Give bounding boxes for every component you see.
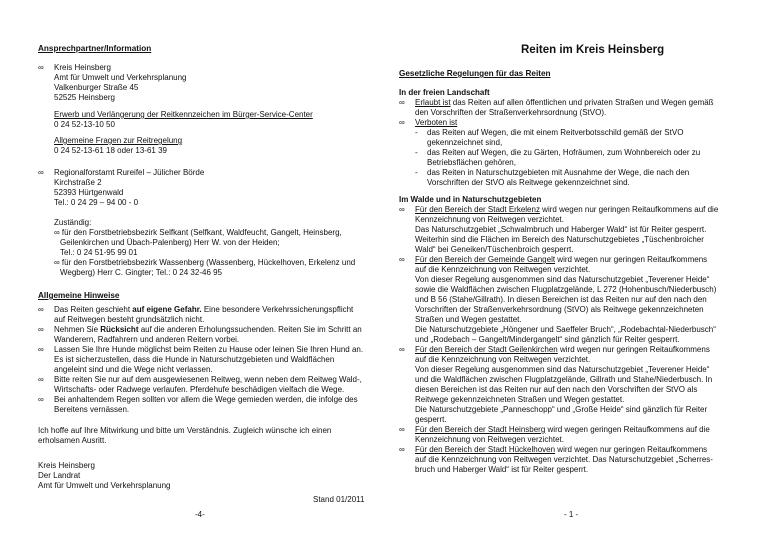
- hinweis2-cont: Wanderern, Radfahrern und anderen Reitern vorbei.: [54, 335, 240, 344]
- dash-icon: -: [415, 148, 418, 157]
- bullet-icon: ∞: [399, 425, 405, 434]
- hinweis2: Nehmen Sie Rücksicht auf die anderen Erholungssuchenden. Reiten Sie im Schritt an: [54, 325, 362, 334]
- closing-line: Ich hoffe auf Ihre Mitwirkung und bitte um Verständnis. Zugleich wünsche ich einen: [38, 426, 332, 435]
- w1-line: Für den Bereich der Stadt Erkelenz wird wegen nur geringen Reitaufkommens auf die: [415, 205, 719, 214]
- bullet-icon: ∞: [38, 325, 44, 334]
- zustaendig-label: Zuständig:: [54, 218, 92, 227]
- w2-line: und B 56 (Stahe/Gillrath). In diesen Bereichen ist das Reiten nur auf den nach den: [415, 295, 707, 304]
- w1-line: Kennzeichnung von Reitwegen verzichtet.: [415, 215, 564, 224]
- hinweis4-line: Wirtschafts- oder Radwege verlaufen. Pferdehufe beschädigen vielfach die Wege.: [54, 385, 345, 394]
- w3-line: und die Waldflächen zwischen Flugplatzgelände, Gillrath und Stahe/Niederbusch. In: [415, 375, 713, 384]
- hinweis5-line: Bei anhaltendem Regen sollten vor allem die Wege gemieden werden, die infolge des: [54, 395, 358, 404]
- erwerb-label: Erwerb und Verlängerung der Reitkennzeichen im Bürger-Service-Center: [54, 110, 313, 119]
- hinweis1-cont: auf Reitwegen besteht grundsätzlich nicht.: [54, 315, 205, 324]
- v1-line: das Reiten auf Wegen, die mit einem Reitverbotsschild gemäß der StVO: [427, 128, 684, 137]
- bullet-icon: ∞: [38, 395, 44, 404]
- w1-line: Wald“ bei Geneiken/Tüschenbroich gesperrt.: [415, 245, 574, 254]
- contact2-line: Kirchstraße 2: [54, 178, 102, 187]
- bullet-icon: ∞: [38, 375, 44, 384]
- w2-line: und „Rodebach – Gangelt/Mindergangelt“ sind gänzlich für Reiter gesperrt.: [415, 335, 680, 344]
- contact1-line: Amt für Umwelt und Verkehrsplanung: [54, 73, 187, 82]
- contact-heading: Ansprechpartner/Information: [38, 44, 152, 53]
- stand-date: Stand 01/2011: [313, 495, 365, 504]
- w2-line: sowie die Waldflächen zwischen Flugplatzgelände, L 272 (Hohenbusch/Niederbusch): [415, 285, 717, 294]
- bullet-icon: ∞: [399, 255, 405, 264]
- v1-line: gekennzeichnet sind,: [427, 138, 503, 147]
- signature-line: Amt für Umwelt und Verkehrsplanung: [38, 481, 171, 490]
- w2-line: Von dieser Regelung ausgenommen sind das Naturschutzgebiet „Teverener Heide“: [415, 275, 710, 284]
- gesetz-heading: Gesetzliche Regelungen für das Reiten: [399, 69, 551, 78]
- bullet-icon: ∞: [399, 205, 405, 214]
- contact1-line: Kreis Heinsberg: [54, 63, 111, 72]
- allg-phone: 0 24 52-13-61 18 oder 13-61 39: [54, 146, 167, 155]
- w2-line: Straßen und Wegen gestattet.: [415, 315, 522, 324]
- w3-line: auf die Kennzeichnung von Reitwegen verzichtet.: [415, 355, 591, 364]
- bullet-icon: ∞: [38, 63, 44, 72]
- hinweis4-line: Bitte reiten Sie nur auf dem ausgewiesenen Reitweg, wenn neben dem Reitweg Wald-,: [54, 375, 362, 384]
- w2-line: Die Naturschutzgebiete „Höngener und Saeffeler Bruch“, „Rodebachtal-Niederbusch“: [415, 325, 716, 334]
- w4-line: Für den Bereich der Stadt Heinsberg wird wegen geringen Reitaufkommens auf die: [415, 425, 710, 434]
- w3-line: Von dieser Regelung ausgenommen sind das Naturschutzgebiet „Teverener Heide“: [415, 365, 710, 374]
- zust1-line: Tel.: 0 24 51-95 99 01: [60, 248, 138, 257]
- allg-label: Allgemeine Fragen zur Reitregelung: [54, 136, 183, 145]
- contact2-line: Regionalforstamt Rureifel – Jülicher Börde: [54, 168, 205, 177]
- w5-line: bruch und Haberger Wald“ ist für Reiter gesperrt.: [415, 465, 589, 474]
- hinweis1: Das Reiten geschieht auf eigene Gefahr. Eine besondere Verkehrssicherungspflicht: [54, 305, 354, 314]
- contact2-line: 52393 Hürtgenwald: [54, 188, 124, 197]
- contact1-line: 52525 Heinsberg: [54, 93, 115, 102]
- wald-heading: Im Walde und in Naturschutzgebieten: [399, 195, 542, 204]
- erlaubt-line: Erlaubt ist das Reiten auf allen öffentlichen und privaten Straßen und Wegen gemäß: [415, 98, 714, 107]
- bullet-icon: ∞: [38, 305, 44, 314]
- page-title: Reiten im Kreis Heinsberg: [521, 44, 665, 56]
- closing-line: erholsamen Ausritt.: [38, 436, 107, 445]
- v2-line: das Reiten auf Wegen, die zu Gärten, Hofräumen, zum Wohnbereich oder zu: [427, 148, 701, 157]
- hinweis3-line: Es ist sicherzustellen, dass die Hunde in Naturschutzgebieten und Waldflächen: [54, 355, 335, 364]
- contact1-line: Valkenburger Straße 45: [54, 83, 139, 92]
- dash-icon: -: [415, 168, 418, 177]
- page-number-right: - 1 -: [564, 510, 579, 519]
- bullet-icon: ∞: [399, 345, 405, 354]
- v3-line: Vorschriften der StVO als Reitwege gekennzeichnet sind.: [427, 178, 630, 187]
- bullet-icon: ∞: [399, 445, 405, 454]
- w3-line: Reitwege gekennzeichneten Straßen und Wegen gestattet.: [415, 395, 625, 404]
- contact2-line: Tel.: 0 24 29 – 94 00 - 0: [54, 198, 139, 207]
- signature-line: Der Landrat: [38, 471, 81, 480]
- w3-line: Für den Bereich der Stadt Geilenkirchen wird wegen nur geringen Reitaufkommens: [415, 345, 710, 354]
- w4-line: Kennzeichnung von Reitwegen verzichtet.: [415, 435, 564, 444]
- dash-icon: -: [415, 128, 418, 137]
- w3-line: diesen Bereichen ist das Reiten nur auf den nach den Vorschriften der StVO als: [415, 385, 698, 394]
- zust2-line: ∞ für den Forstbetriebsbezirk Wassenberg (Wassenberg, Hückelhoven, Erkelenz und: [54, 258, 356, 267]
- verboten-label: Verboten ist: [415, 118, 458, 127]
- bullet-icon: ∞: [399, 98, 405, 107]
- w5-line: Für den Bereich der Stadt Hückelhoven wird wegen nur geringen Reitaufkommens: [415, 445, 708, 454]
- hinweis5-line: Bereitens vernässen.: [54, 405, 130, 414]
- w1-line: Weiterhin sind die Flächen im Bereich des Naturschutzgebietes „Tüschenbroicher: [415, 235, 704, 244]
- erwerb-phone: 0 24 52-13-10 50: [54, 120, 115, 129]
- w2-line: Für den Bereich der Gemeinde Gangelt wird wegen nur geringen Reitaufkommens: [415, 255, 708, 264]
- page-number-left: -4-: [195, 510, 205, 519]
- hinweise-heading: Allgemeine Hinweise: [38, 291, 120, 300]
- frei-heading: In der freien Landschaft: [399, 88, 490, 97]
- v3-line: das Reiten in Naturschutzgebieten mit Ausnahme der Wege, die nach den: [427, 168, 690, 177]
- zust1-line: ∞ für den Forstbetriebsbezirk Selfkant (Selfkant, Waldfeucht, Gangelt, Heinsberg,: [54, 228, 342, 237]
- bullet-icon: ∞: [399, 118, 405, 127]
- bullet-icon: ∞: [38, 345, 44, 354]
- signature-line: Kreis Heinsberg: [38, 461, 95, 470]
- hinweis3-line: Lassen Sie Ihre Hunde möglichst beim Reiten zu Hause oder leinen Sie Ihren Hund an.: [54, 345, 364, 354]
- w3-line: Die Naturschutzgebiete „Panneschopp“ und „Große Heide“ sind gänzlich für Reiter: [415, 405, 708, 414]
- w3-line: gesperrt.: [415, 415, 447, 424]
- w1-line: Das Naturschutzgebiet „Schwalmbruch und Haberger Wald“ ist für Reiter gesperrt.: [415, 225, 707, 234]
- hinweis3-line: angeleint sind und die Wege nicht verlassen.: [54, 365, 213, 374]
- zust2-line: Wegberg) Herr C. Gingter; Tel.: 0 24 32-46 95: [60, 268, 223, 277]
- w2-line: auf die Kennzeichnung von Reitwegen verzichtet.: [415, 265, 591, 274]
- erlaubt-cont: den Vorschriften der Straßenverkehrsordnung (StVO).: [415, 108, 607, 117]
- w5-line: auf die Kennzeichnung von Reitwegen verzichtet. Das Naturschutzgebiet „Scherres-: [415, 455, 713, 464]
- w2-line: Vorschriften der Straßenverkehrsordnung (StVO) als Reitwege gekennzeichneten: [415, 305, 704, 314]
- bullet-icon: ∞: [38, 168, 44, 177]
- v2-line: Betriebsflächen gehören,: [427, 158, 516, 167]
- zust1-line: Geilenkirchen und Übach-Palenberg) Herr W. von der Heiden;: [60, 238, 280, 247]
